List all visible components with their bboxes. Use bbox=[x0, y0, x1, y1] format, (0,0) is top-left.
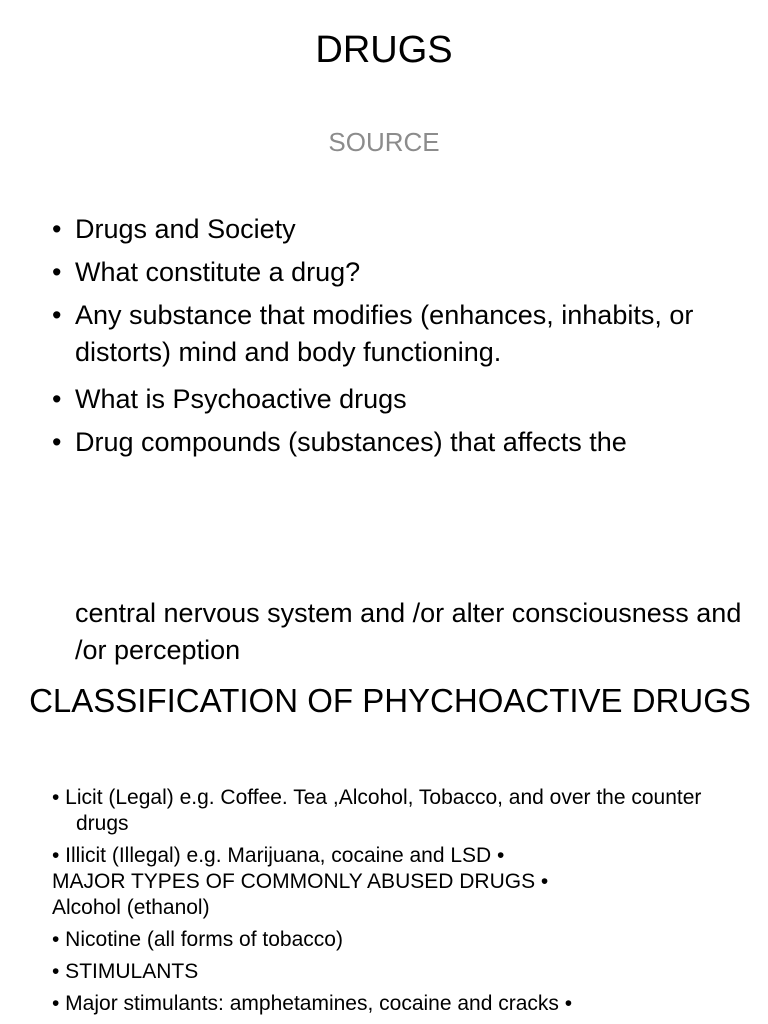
bullet-text: What constitute a drug? bbox=[75, 257, 361, 287]
bullet-item bbox=[52, 381, 752, 418]
bullet-item bbox=[52, 211, 752, 248]
list-item: • STIMULANTS bbox=[52, 960, 199, 983]
list-item: • Illicit (Illegal) e.g. Marijuana, cocaine and LSD • bbox=[52, 844, 505, 867]
bullet-text: What is Psychoactive drugs bbox=[75, 384, 407, 414]
list-item: • Nicotine (all forms of tobacco) bbox=[52, 928, 343, 951]
bullet-text: Any substance that modifies (enhances, inhabits, or distorts) mind and body functioning. bbox=[75, 300, 694, 367]
bullet-marker: • bbox=[52, 214, 62, 244]
classification-list bbox=[52, 785, 752, 1017]
bullet-text: Drugs and Society bbox=[75, 214, 296, 244]
page-title: DRUGS bbox=[315, 29, 453, 71]
bullet-marker: • bbox=[52, 257, 62, 287]
bullet-text: Drug compounds (substances) that affects the bbox=[75, 427, 627, 457]
bullet-marker: • bbox=[52, 300, 62, 330]
bullet-item bbox=[52, 424, 752, 461]
list-item: • Major stimulants: amphetamines, cocaine and cracks • bbox=[52, 992, 573, 1015]
section-heading: CLASSIFICATION OF PHYCHOACTIVE DRUGS bbox=[29, 682, 751, 719]
list-item: • Licit (Legal) e.g. Coffee. Tea ,Alcohol, Tobacco, and over the counter drugs bbox=[52, 786, 702, 835]
bullet-item bbox=[52, 254, 752, 291]
bullet-marker: • bbox=[52, 427, 62, 457]
bullet-list bbox=[52, 211, 752, 467]
continuation-text: central nervous system and /or alter consciousness and /or perception bbox=[75, 598, 742, 665]
bullet-item bbox=[52, 297, 752, 371]
bullet-marker: • bbox=[52, 384, 62, 414]
list-item: MAJOR TYPES OF COMMONLY ABUSED DRUGS • bbox=[52, 870, 549, 893]
list-item: Alcohol (ethanol) bbox=[52, 896, 210, 919]
page-subtitle: SOURCE bbox=[328, 127, 440, 157]
